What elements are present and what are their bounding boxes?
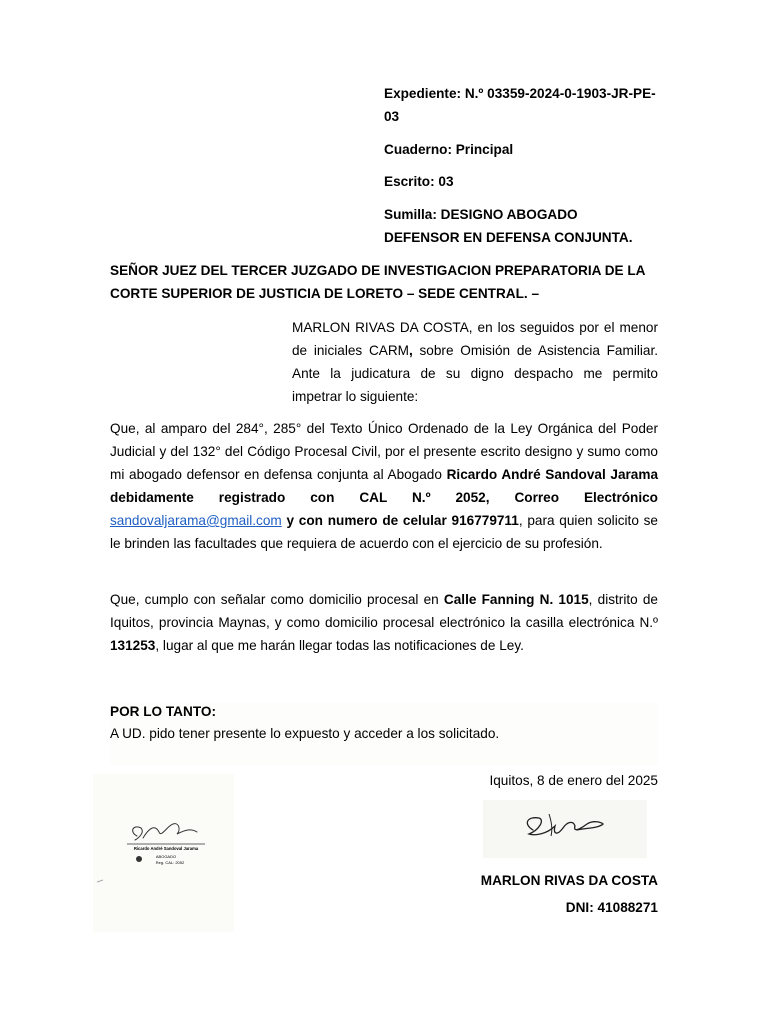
conclusion-title: POR LO TANTO: — [110, 704, 216, 719]
p2-text-3: , lugar al que me harán llegar todas las notificaciones de Ley. — [155, 638, 524, 653]
intro-paragraph — [292, 316, 658, 408]
client-signature — [483, 800, 647, 858]
place-date: Iquitos, 8 de enero del 2025 — [489, 773, 658, 788]
stamp-registration: Reg. CAL: 2052 — [155, 860, 185, 865]
p1-text-1: Que, al amparo del 284°, 285° del Texto Único Ordenado de la Ley Orgánica del Poder Judicial y del 132° del Código Procesal Civil, por el presente escrito designo y sumo como mi abogado defensor en defensa conjunta al Abogado — [110, 421, 658, 482]
addressee-heading: SEÑOR JUEZ DEL TERCER JUZGADO DE INVESTIGACION PREPARATORIA DE LA CORTE SUPERIOR DE JUSTICIA DE LORETO – SEDE CENTRAL. – — [110, 263, 645, 301]
sumilla-line: Sumilla: DESIGNO ABOGADO DEFENSOR EN DEFENSA CONJUNTA. — [384, 207, 633, 245]
p2-text-1: Que, cumplo con señalar como domicilio procesal en — [110, 592, 444, 607]
lawyer-signature-icon — [93, 774, 234, 932]
conclusion-block — [110, 703, 658, 765]
intro-bold-comma: , — [408, 343, 413, 358]
lawyer-email-link[interactable]: sandovaljarama@gmail.com — [110, 513, 282, 528]
conclusion-body: A UD. pido tener presente lo expuesto y acceder a los solicitado. — [110, 726, 500, 741]
stamp-lawyer-title: ABOGADO — [155, 854, 177, 859]
p1-lawyer-details: Ricardo André Sandoval Jarama debidamente registrado con CAL N.º 2052, Correo Electrónico — [110, 467, 659, 505]
p2-casilla-number: 131253 — [110, 638, 156, 653]
designation-paragraph — [110, 417, 658, 555]
p1-text-2: , para quien solicito se le brinden las facultades que requiera de acuerdo con el ejercicio de su profesión. — [110, 513, 658, 551]
domicile-paragraph — [110, 588, 658, 657]
cuaderno-line: Cuaderno: Principal — [384, 142, 514, 157]
signature-icon — [483, 800, 647, 858]
expediente-line: Expediente: N.º 03359-2024-0-1903-JR-PE-03 — [384, 86, 656, 124]
stamp-lawyer-name: Ricardo André Sandoval Jarama — [133, 846, 199, 851]
signer-block — [481, 867, 658, 921]
p2-address: Calle Fanning N. 1015 — [443, 592, 589, 607]
signer-name: MARLON RIVAS DA COSTA — [480, 873, 658, 888]
escrito-line: Escrito: 03 — [384, 174, 454, 189]
p1-phone: y con numero de celular 916779711 — [281, 513, 519, 528]
lawyer-stamp — [93, 774, 234, 932]
signer-dni: DNI: 41088271 — [565, 900, 658, 915]
p2-text-2: , distrito de Iquitos, provincia Maynas, y como domicilio procesal electrónico la casilla electrónica N.º — [110, 592, 658, 630]
intro-text-2: sobre Omisión de Asistencia Familiar. Ante la judicatura de su digno despacho me permito impetrar lo siguiente: — [292, 343, 658, 404]
intro-text-1: MARLON RIVAS DA COSTA, en los seguidos por el menor de iniciales CARM — [292, 320, 658, 358]
